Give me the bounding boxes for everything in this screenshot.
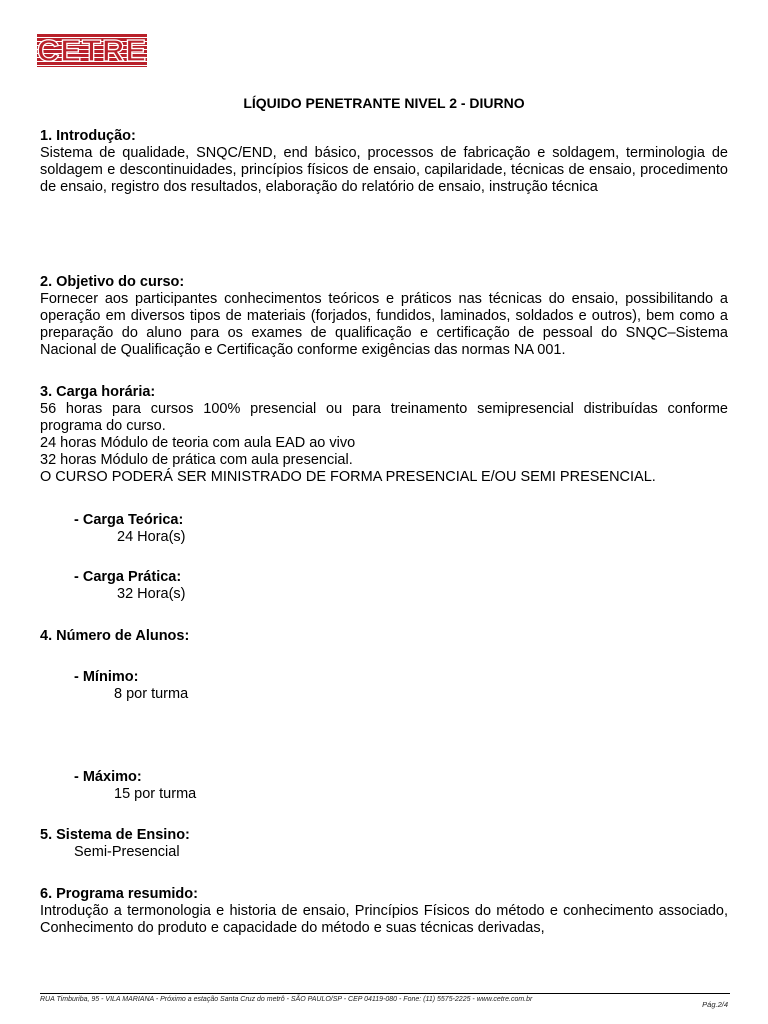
section-numero-alunos — [40, 628, 728, 645]
section-heading-programa: 6. Programa resumido: — [40, 886, 198, 902]
section-body-objetivo: Fornecer aos participantes conhecimentos teóricos e práticos nas técnicas do ensaio, possibilitando a operação em diversos tipos de materiais (forjados, fundidos, laminados, soldados e outros), bem como a preparação do aluno para os exames de qualificação e certificação de pessoal do SNQC–Sistema Nacional de Qualificação e Certificação conforme exigências das normas NA 001. — [40, 291, 728, 358]
carga-line-3: 32 horas Módulo de prática com aula presencial. — [40, 452, 353, 468]
carga-teorica-value: 24 Hora(s) — [117, 529, 186, 545]
carga-teorica-label: - Carga Teórica: — [74, 512, 184, 528]
alunos-minimo-label: - Mínimo: — [74, 669, 139, 685]
alunos-maximo-value: 15 por turma — [114, 786, 197, 802]
carga-pratica — [74, 569, 186, 603]
section-heading-ensino: 5. Sistema de Ensino: — [40, 827, 190, 843]
carga-line-2: 24 horas Módulo de teoria com aula EAD ao vivo — [40, 435, 356, 451]
section-heading-introducao: 1. Introdução: — [40, 128, 136, 144]
section-carga-horaria — [40, 384, 728, 486]
document-title: LÍQUIDO PENETRANTE NIVEL 2 - DIURNO — [243, 95, 525, 111]
alunos-minimo — [74, 669, 188, 703]
carga-pratica-label: - Carga Prática: — [74, 569, 182, 585]
carga-line-1: 56 horas para cursos 100% presencial ou para treinamento semipresencial distribuídas conforme programa do curso. — [40, 401, 728, 434]
carga-line-4: O CURSO PODERÁ SER MINISTRADO DE FORMA PRESENCIAL E/OU SEMI PRESENCIAL. — [40, 469, 656, 485]
section-programa-resumido — [40, 886, 728, 937]
page-number: Pág.2/4 — [702, 1000, 728, 1009]
section-body-introducao: Sistema de qualidade, SNQC/END, end básico, processos de fabricação e soldagem, terminologia de soldagem e descontinuidades, princípios físicos de ensaio, capilaridade, técnicas de ensaio, procedimento de ensaio, registro dos resultados, elaboração do relatório de ensaio, instrução técnica — [40, 145, 728, 195]
alunos-minimo-value: 8 por turma — [114, 686, 189, 702]
section-heading-carga: 3. Carga horária: — [40, 384, 156, 400]
cetre-logo — [37, 34, 147, 67]
carga-teorica — [74, 512, 186, 546]
section-introducao — [40, 128, 728, 196]
logo-text: CETRE — [37, 34, 147, 67]
section-heading-alunos: 4. Número de Alunos: — [40, 628, 190, 644]
alunos-maximo-label: - Máximo: — [74, 769, 142, 785]
section-sistema-ensino — [40, 827, 728, 844]
footer-address: RUA Timburiba, 95 - VILA MARIANA - Próximo a estação Santa Cruz do metrô - SÃO PAULO/SP - CEP 04119-080 - Fone: (11) 5575-2225 - www.cetre.com.br — [40, 996, 533, 1003]
ensino-value: Semi-Presencial — [74, 844, 180, 860]
footer-divider — [40, 993, 730, 994]
alunos-maximo — [74, 769, 196, 803]
carga-pratica-value: 32 Hora(s) — [117, 586, 186, 602]
section-objetivo — [40, 274, 728, 359]
section-heading-objetivo: 2. Objetivo do curso: — [40, 274, 185, 290]
section-body-programa: Introdução a termonologia e historia de ensaio, Princípios Físicos do método e conhecimento associado, Conhecimento do produto e capacidade do método e suas técnicas derivadas, — [40, 903, 728, 936]
